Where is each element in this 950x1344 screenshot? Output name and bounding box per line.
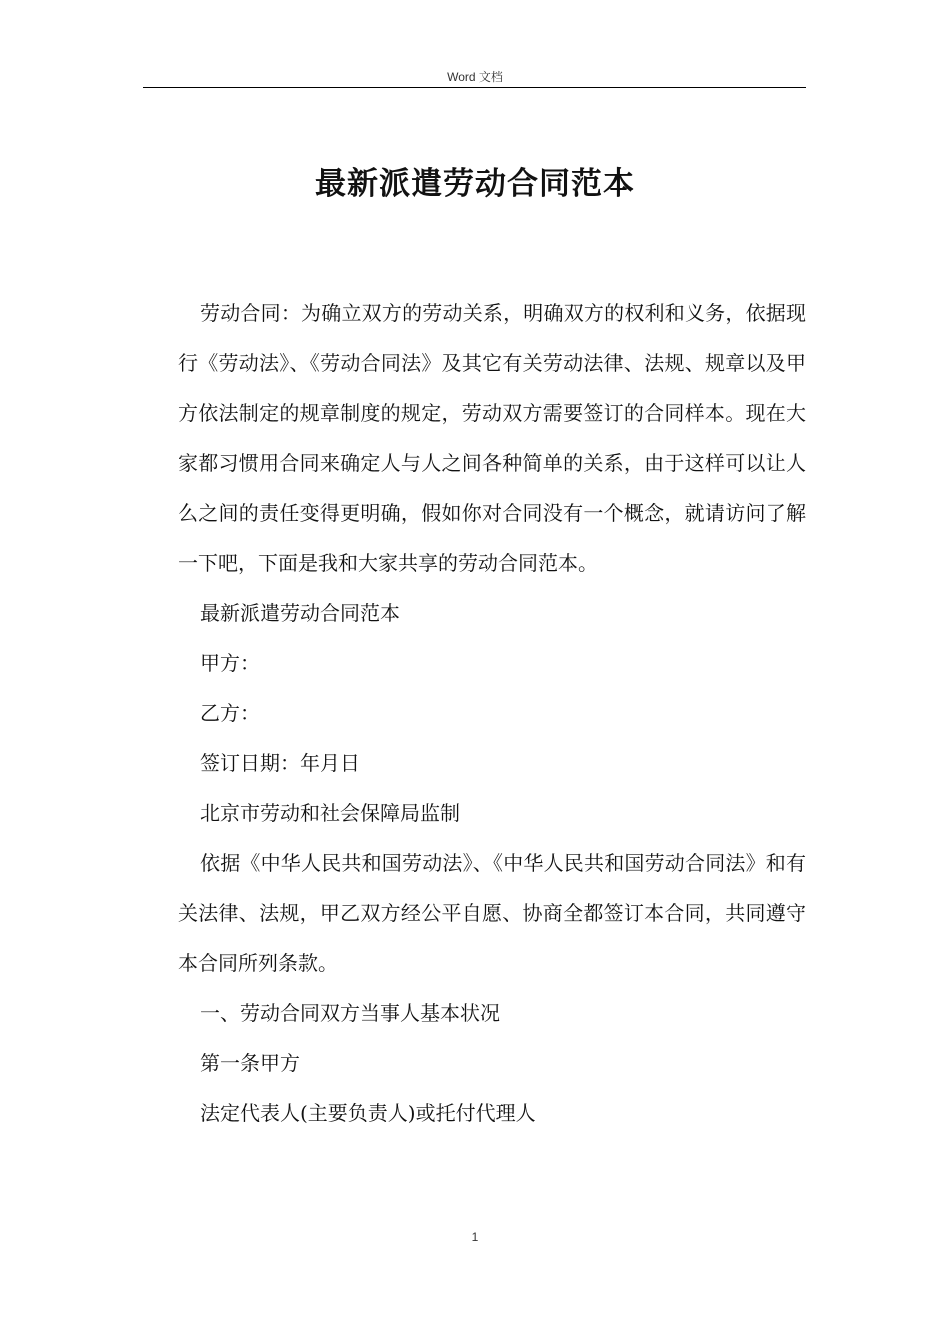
paragraph: 乙方： [200, 701, 260, 725]
paragraph: 法定代表人(主要负责人)或托付代理人 [200, 1101, 536, 1125]
paragraph: 第一条甲方 [200, 1051, 300, 1075]
paragraph: 一、劳动合同双方当事人基本状况 [200, 1001, 500, 1025]
page-number: 1 [471, 1230, 479, 1244]
paragraph: 依据《中华人民共和国劳动法》、《中华人民共和国劳动合同法》和有关法律、法规，甲乙双方经公平自愿、协商全都签订本合同，共同遵守本合同所列条款。 [178, 851, 806, 975]
paragraph: 签订日期：年月日 [200, 751, 360, 775]
document-body [178, 288, 806, 1138]
paragraph: 甲方： [200, 651, 260, 675]
header-divider [143, 87, 806, 88]
document-title: 最新派遣劳动合同范本 [315, 166, 635, 202]
paragraph: 最新派遣劳动合同范本 [200, 601, 400, 625]
paragraph: 北京市劳动和社会保障局监制 [200, 801, 460, 825]
paragraph: 劳动合同：为确立双方的劳动关系，明确双方的权利和义务，依据现行《劳动法》、《劳动合同法》及其它有关劳动法律、法规、规章以及甲方依法制定的规章制度的规定，劳动双方需要签订的合同样本。现在大家都习惯用合同来确定人与人之间各种简单的关系，由于这样可以让人么之间的责任变得更明确，假如你对合同没有一个概念，就请访问了解一下吧，下面是我和大家共享的劳动合同范本。 [178, 301, 806, 575]
header-label: Word 文档 [447, 70, 503, 84]
